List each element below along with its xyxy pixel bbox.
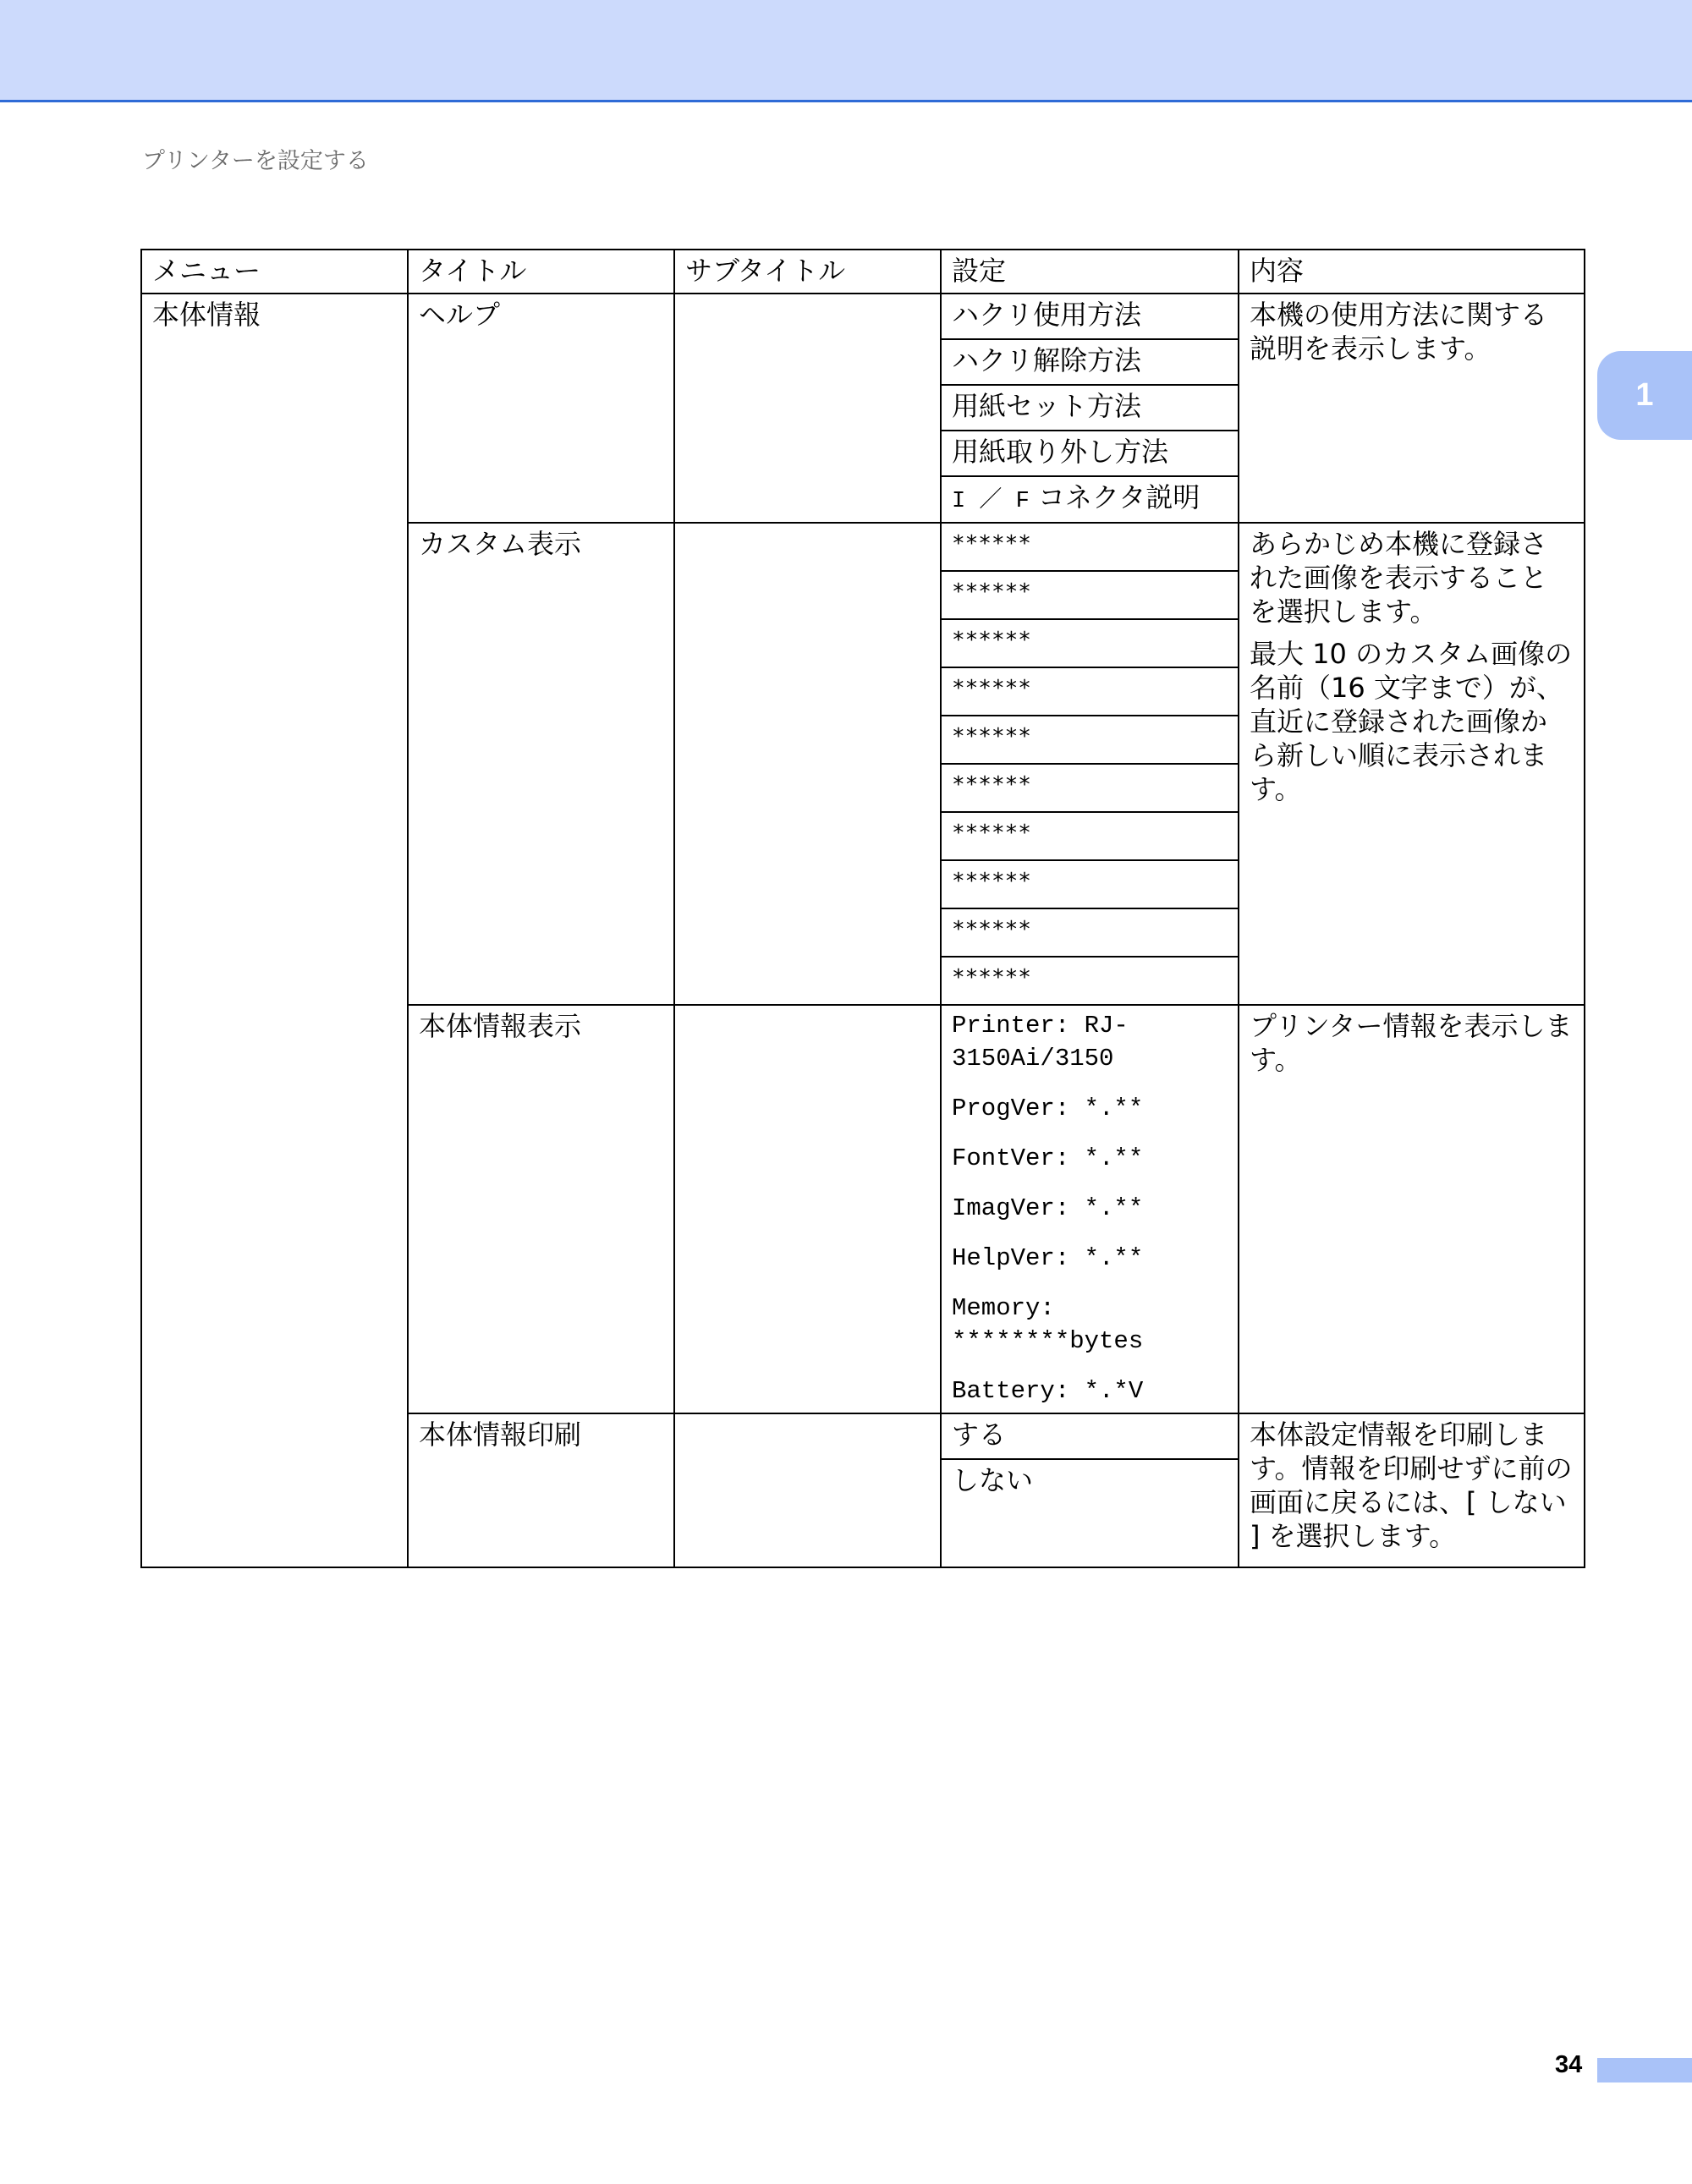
info-line: FontVer: *.** bbox=[952, 1144, 1144, 1172]
subtitle-cell bbox=[674, 523, 941, 1005]
column-header: タイトル bbox=[408, 250, 674, 294]
info-line: ProgVer: *.** bbox=[952, 1095, 1144, 1122]
menu-cell: 本体情報 bbox=[141, 294, 408, 1567]
setting-cell: ハクリ使用方法 bbox=[941, 294, 1239, 339]
column-header: サブタイトル bbox=[674, 250, 941, 294]
setting-cell: ****** bbox=[941, 523, 1239, 571]
setting-cell: ハクリ解除方法 bbox=[941, 339, 1239, 385]
content-cell: プリンター情報を表示します。 bbox=[1239, 1005, 1585, 1413]
setting-cell: ****** bbox=[941, 571, 1239, 619]
info-line: Battery: *.*V bbox=[952, 1377, 1144, 1405]
title-cell: 本体情報印刷 bbox=[408, 1413, 674, 1567]
table-row bbox=[141, 294, 1585, 339]
settings-table bbox=[140, 249, 1585, 1568]
content-cell: 本機の使用方法に関する説明を表示します。 bbox=[1239, 294, 1585, 523]
setting-cell: ****** bbox=[941, 908, 1239, 957]
subtitle-cell bbox=[674, 1005, 941, 1413]
content-paragraph: あらかじめ本機に登録された画像を表示することを選択します。 bbox=[1250, 528, 1548, 628]
table-header-row bbox=[141, 250, 1585, 294]
setting-cell: ****** bbox=[941, 716, 1239, 764]
if-prefix: I ／ F bbox=[952, 489, 1030, 514]
info-line: ImagVer: *.** bbox=[952, 1194, 1144, 1222]
column-header: メニュー bbox=[141, 250, 408, 294]
setting-cell bbox=[941, 1005, 1239, 1413]
page-number: 34 bbox=[1555, 2051, 1583, 2078]
setting-cell: する bbox=[941, 1413, 1239, 1459]
page-number-bar bbox=[1597, 2058, 1692, 2082]
setting-cell: ****** bbox=[941, 957, 1239, 1005]
content-cell bbox=[1239, 523, 1585, 1005]
title-cell: 本体情報表示 bbox=[408, 1005, 674, 1413]
setting-cell: ****** bbox=[941, 860, 1239, 908]
top-band bbox=[0, 0, 1692, 102]
if-suffix: コネクタ説明 bbox=[1037, 481, 1200, 513]
chapter-tab: 1 bbox=[1597, 351, 1692, 440]
subtitle-cell bbox=[674, 294, 941, 523]
running-title: プリンターを設定する bbox=[142, 148, 369, 174]
info-line: Memory: ********bytes bbox=[952, 1294, 1144, 1355]
column-header: 内容 bbox=[1239, 250, 1585, 294]
title-cell: カスタム表示 bbox=[408, 523, 674, 1005]
setting-cell: 用紙セット方法 bbox=[941, 385, 1239, 431]
setting-cell: ****** bbox=[941, 619, 1239, 667]
setting-cell: しない bbox=[941, 1459, 1239, 1567]
info-line: HelpVer: *.** bbox=[952, 1244, 1144, 1272]
setting-cell: ****** bbox=[941, 667, 1239, 716]
setting-cell: 用紙取り外し方法 bbox=[941, 431, 1239, 476]
column-header: 設定 bbox=[941, 250, 1239, 294]
subtitle-cell bbox=[674, 1413, 941, 1567]
content-cell: 本体設定情報を印刷します。情報を印刷せずに前の画面に戻るには、[ しない ] を選択します。 bbox=[1239, 1413, 1585, 1567]
content-paragraph: 最大 10 のカスタム画像の名前（16 文字まで）が、直近に登録された画像から新しい順に表示されます。 bbox=[1250, 638, 1573, 805]
setting-cell: ****** bbox=[941, 764, 1239, 812]
setting-cell: ****** bbox=[941, 812, 1239, 860]
info-line: Printer: RJ-3150Ai/3150 bbox=[952, 1012, 1129, 1073]
title-cell: ヘルプ bbox=[408, 294, 674, 523]
setting-cell bbox=[941, 476, 1239, 523]
